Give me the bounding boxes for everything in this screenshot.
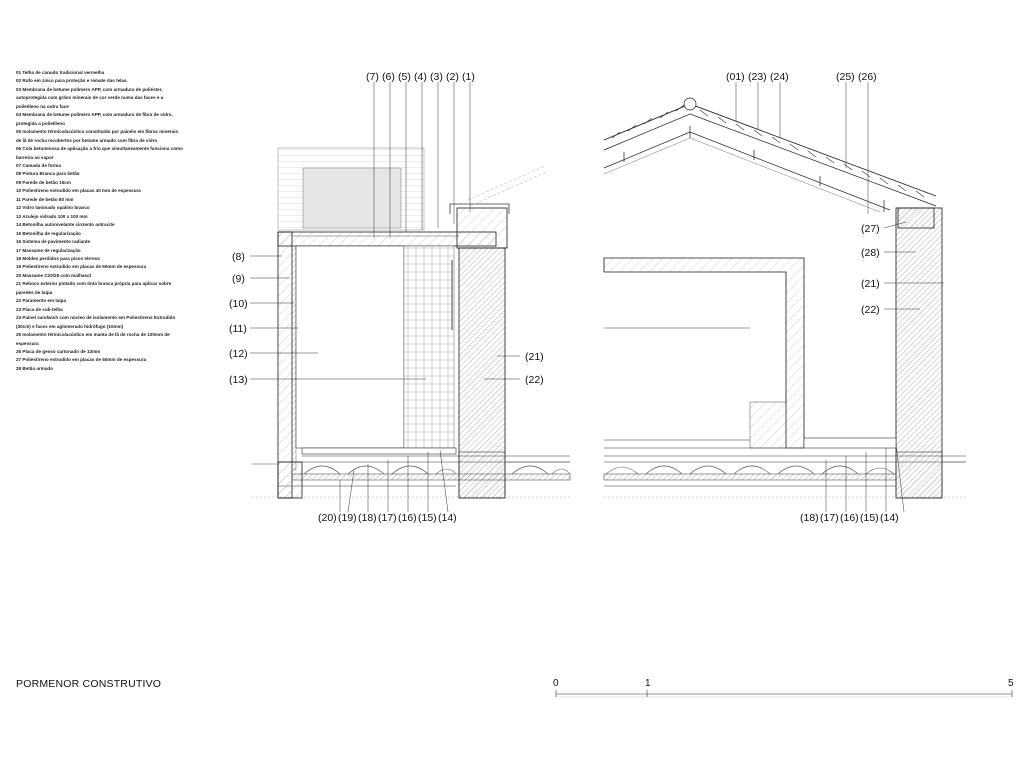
right-section [604, 98, 966, 498]
legend-item: 21 Reboco exterior pintado com tinta branca própria para aplicar sobre paredes de taipa [16, 281, 172, 295]
callout-11: (11) [229, 323, 247, 335]
callout-26: (26) [858, 71, 877, 83]
callout-6: (6) [382, 71, 395, 83]
callout-25: (25) [836, 71, 855, 83]
legend-item: 10 Poliestireno extrudido em placas 40 mm de espessura [16, 188, 141, 194]
scale-label-1: 1 [645, 678, 651, 689]
callout-17-left: (17) [378, 512, 397, 524]
callout-19: (19) [338, 512, 357, 524]
right-concrete-slab [604, 474, 896, 480]
legend-item: 16 Sistema de pavimento radiante [16, 239, 91, 245]
scale-label-0: 0 [553, 678, 559, 689]
legend-item: 08 Pintura Branca para betão [16, 171, 80, 177]
callout-14-right: (14) [880, 512, 899, 524]
legend-item: 14 Betonilha autonivelante cinzento antracite [16, 222, 115, 228]
skylight-glass [303, 168, 401, 228]
callout-18-left: (18) [358, 512, 377, 524]
callout-17-right: (17) [820, 512, 839, 524]
legend-item: 09 Parede de betão 15cm [16, 179, 71, 185]
legend-item: 06 Cola betuminosa de aplicação a frio que simultaneamente funciona como barreira ao vapor [16, 146, 183, 160]
floor-screed [302, 448, 456, 454]
right-caviti-formwork [606, 466, 894, 474]
callout-27: (27) [861, 223, 880, 235]
parapet [457, 208, 507, 248]
legend-item: 03 Membrana de betume polímero APP, com armadura de poliéster, autoprotegida com grãos minerais de cor verde numa das faces e a polietileno na outra face [16, 86, 164, 109]
left-wall-insulation [292, 246, 296, 470]
callout-18-right: (18) [800, 512, 819, 524]
callout-22-right: (22) [861, 304, 880, 316]
callout-2: (2) [446, 71, 459, 83]
legend-item: 22 Paramento em taipa [16, 298, 67, 304]
legend-item: 19 Poliestireno extrudido em placas de 50mm de espessura [16, 264, 147, 270]
callout-5: (5) [398, 71, 411, 83]
callout-28: (28) [861, 247, 880, 259]
adjacent-roof [468, 166, 546, 206]
callout-4: (4) [414, 71, 427, 83]
legend-item: 28 Betão armado [16, 365, 54, 371]
callout-24: (24) [770, 71, 789, 83]
legend-item: 05 Isolamento térmico/acústico constituído por painéis em fibras minerais de lã de rocha recobertos por betume armado com fibra de vidro [16, 129, 179, 143]
legend-item: 27 Poliestireno extrudido em placas de 50mm de espessura [16, 357, 147, 363]
legend-item: 01 Telha de canudo tradicional vermelha [16, 70, 105, 75]
callout-1: (1) [462, 71, 475, 83]
scale-label-5: 5 [1008, 678, 1014, 689]
legend-item: 24 Painel sandwich com núcleo de isolamento em Poliestireno Extrudido (30cm) e faces em aglomerado hidrófugo (10mm) [16, 315, 176, 329]
legend-item: 12 Vidro laminado opalino branco [16, 205, 90, 211]
legend-item: 11 Parede de betão 80 mm [16, 196, 74, 202]
tiled-wall [404, 246, 454, 448]
legend-item: 23 Placa de sub-telha [16, 306, 63, 312]
caviti-formwork [304, 466, 570, 474]
callout-12: (12) [229, 348, 248, 360]
legend-item: 04 Membrana de betume polímero APP, com armadura de fibra de vidro, protegida a polietileno [16, 112, 173, 126]
callout-01: (01) [726, 71, 745, 83]
legend-item: 26 Placa de gesso cartonado de 13mm [16, 348, 101, 354]
left-section [252, 148, 570, 498]
callout-16-right: (16) [840, 512, 859, 524]
legend-item: 25 Isolamento térmico/acústico em manta de lã de rocha de 100mm de espessura [16, 332, 170, 346]
scale-bar [556, 690, 1012, 697]
callout-15-left: (15) [418, 512, 437, 524]
callout-23: (23) [748, 71, 767, 83]
legend-item: 02 Rufo em zinco para proteção e remate das telas. [16, 78, 128, 84]
callout-10: (10) [229, 298, 248, 310]
callout-14-left: (14) [438, 512, 457, 524]
callout-8: (8) [232, 251, 245, 263]
pitched-roof [604, 98, 936, 212]
legend-item: 13 Azulejo vidrado 100 x 100 mm [16, 213, 88, 219]
footing-left [278, 462, 302, 498]
callout-15-right: (15) [860, 512, 879, 524]
callout-16-left: (16) [398, 512, 417, 524]
interior-room [296, 246, 404, 448]
page-title: PORMENOR CONSTRUTIVO [16, 678, 162, 690]
callout-20: (20) [318, 512, 337, 524]
concrete-slab [292, 474, 570, 480]
callout-9: (9) [232, 273, 245, 285]
callout-3: (3) [430, 71, 443, 83]
callout-7: (7) [366, 71, 379, 83]
legend-item: 17 Massame de regularização [16, 247, 81, 253]
callout-21-right: (21) [861, 278, 880, 290]
callout-21-left: (21) [525, 351, 544, 363]
interior-cabinet [750, 402, 786, 448]
legend-item: 07 Camada de forma [16, 162, 61, 168]
legend-item: 15 Betonilha de regularização [16, 230, 81, 236]
legend-item: 20 Massame C20/25 com malhasol [16, 272, 92, 278]
callout-22-left: (22) [525, 374, 544, 386]
callout-13: (13) [229, 374, 248, 386]
legend-item: 18 Moldes perdidos para pisos térreos [16, 255, 100, 261]
left-wall-outer [278, 232, 292, 498]
